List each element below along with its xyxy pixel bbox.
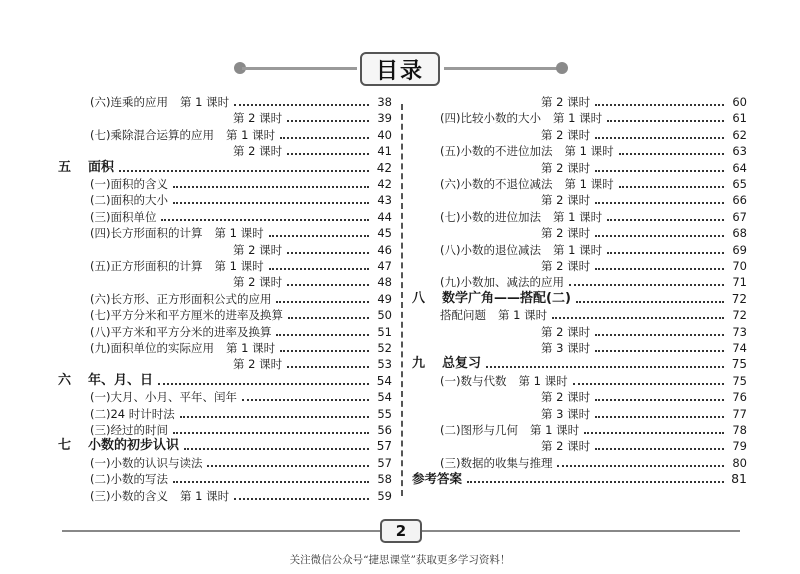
dot-leader <box>184 448 369 450</box>
entry-page-number: 69 <box>732 242 747 257</box>
dot-leader <box>595 416 724 418</box>
dot-leader <box>595 170 724 172</box>
dot-leader <box>569 284 724 286</box>
entry-page-number: 38 <box>377 95 392 109</box>
lesson-label: 第 2 课时 <box>541 259 591 273</box>
toc-entry[interactable] <box>541 438 747 454</box>
dot-leader <box>595 104 724 106</box>
lesson-label: 第 2 课时 <box>541 160 591 175</box>
entry-page-number: 73 <box>732 324 747 339</box>
entry-page-number: 58 <box>377 472 392 487</box>
toc-entry[interactable] <box>541 389 747 405</box>
dot-leader <box>173 186 369 188</box>
entry-page-number: 77 <box>732 406 747 421</box>
toc-entry[interactable] <box>90 291 392 307</box>
dot-leader <box>486 366 724 368</box>
toc-entry[interactable] <box>440 422 747 438</box>
toc-entry[interactable] <box>541 258 747 274</box>
lesson-label: 第 2 课时 <box>541 193 591 208</box>
page-number-left-rule <box>62 530 380 532</box>
lesson-label: 第 2 课时 <box>541 324 591 339</box>
lesson-label: 第 1 课时 <box>564 144 614 159</box>
entry-page-number: 63 <box>732 144 747 159</box>
lesson-label: 第 1 课时 <box>529 423 580 437</box>
entry-title: (四)比较小数的大小 <box>440 111 541 126</box>
entry-page-number: 66 <box>732 193 747 208</box>
toc-entry[interactable] <box>233 143 392 159</box>
entry-page-number: 52 <box>377 341 392 355</box>
toc-entry[interactable] <box>58 373 392 389</box>
entry-title: (九)面积单位的实际应用 <box>90 341 214 355</box>
entry-title: 数学广角——搭配(二) <box>442 290 571 306</box>
lesson-label: 第 1 课时 <box>498 308 548 323</box>
entry-page-number: 57 <box>376 439 392 454</box>
toc-entry[interactable] <box>233 356 392 372</box>
lesson-label: 第 2 课时 <box>233 357 283 372</box>
entry-page-number: 41 <box>377 144 392 159</box>
toc-entry[interactable] <box>58 160 392 176</box>
dot-leader <box>287 284 369 286</box>
dot-leader <box>584 432 724 434</box>
footer-note: 关注微信公众号“捷思课堂”获取更多学习资料！ <box>289 554 511 566</box>
entry-page-number: 43 <box>377 193 392 208</box>
dot-leader <box>573 383 724 385</box>
dot-leader <box>173 481 369 483</box>
toc-entry[interactable] <box>90 258 392 274</box>
entry-page-number: 78 <box>732 423 747 437</box>
dot-leader <box>269 268 369 270</box>
entry-title: (五)正方形面积的计算 <box>90 259 203 273</box>
entry-page-number: 72 <box>732 308 747 323</box>
dot-leader <box>234 498 369 500</box>
entry-title: (一)数与代数 <box>440 373 507 388</box>
chapter-number: 七 <box>58 438 72 454</box>
dot-leader <box>287 252 369 254</box>
entry-page-number: 75 <box>731 357 747 372</box>
dot-leader <box>595 235 724 237</box>
lesson-label: 第 1 课时 <box>552 242 603 257</box>
entry-title: (二)面积的大小 <box>90 193 168 208</box>
entry-page-number: 57 <box>377 455 392 470</box>
dot-leader <box>276 334 369 336</box>
dot-leader <box>287 153 369 155</box>
entry-page-number: 55 <box>377 406 392 421</box>
toc-entry[interactable] <box>541 340 747 356</box>
lesson-label: 第 1 课时 <box>225 341 276 355</box>
entry-page-number: 72 <box>731 291 747 306</box>
entry-title: (六)连乘的应用 <box>90 95 168 109</box>
lesson-label: 第 1 课时 <box>552 111 603 126</box>
entry-title: (八)小数的退位减法 <box>440 242 541 257</box>
dot-leader <box>595 334 724 336</box>
chapter-number: 八 <box>412 290 426 306</box>
entry-page-number: 42 <box>376 160 392 175</box>
lesson-label: 第 2 课时 <box>541 390 591 405</box>
entry-page-number: 80 <box>732 455 747 470</box>
entry-page-number: 46 <box>377 242 392 257</box>
lesson-label: 第 2 课时 <box>541 439 591 454</box>
entry-page-number: 75 <box>732 373 747 388</box>
toc-entry[interactable] <box>90 94 392 110</box>
toc-entry[interactable] <box>90 176 392 192</box>
entry-title: (六)小数的不退位减法 <box>440 177 553 191</box>
entry-page-number: 60 <box>732 95 747 109</box>
lesson-label: 第 2 课时 <box>233 144 283 159</box>
dot-leader <box>619 153 724 155</box>
toc-entry[interactable] <box>90 192 392 208</box>
entry-page-number: 50 <box>377 308 392 323</box>
dot-leader <box>269 235 369 237</box>
toc-entry[interactable] <box>233 274 392 290</box>
dot-leader <box>287 120 369 122</box>
toc-entry[interactable] <box>90 307 392 323</box>
lesson-label: 第 1 课时 <box>552 209 603 224</box>
entry-page-number: 62 <box>732 127 747 142</box>
entry-title: (九)小数加、减法的应用 <box>440 275 564 290</box>
entry-title: (七)乘除混合运算的应用 <box>90 127 214 142</box>
toc-entry[interactable] <box>440 209 747 225</box>
dot-leader <box>119 170 369 172</box>
lesson-label: 第 1 课时 <box>518 373 568 388</box>
toc-entry[interactable] <box>541 94 747 110</box>
lesson-label: 第 1 课时 <box>179 488 230 503</box>
chapter-number: 九 <box>412 356 426 372</box>
entry-page-number: 81 <box>731 471 747 487</box>
dot-leader <box>595 350 724 352</box>
toc-entry[interactable] <box>440 307 747 323</box>
lesson-label: 第 2 课时 <box>233 242 283 257</box>
dot-leader <box>607 252 724 254</box>
toc-entry[interactable] <box>233 110 392 126</box>
dot-leader <box>607 120 724 122</box>
entry-page-number: 45 <box>377 226 392 241</box>
entry-page-number: 40 <box>377 127 392 142</box>
entry-page-number: 79 <box>732 439 747 454</box>
toc-entry[interactable] <box>90 127 392 143</box>
entry-page-number: 51 <box>377 324 392 339</box>
entry-page-number: 39 <box>377 111 392 126</box>
dot-leader <box>280 350 369 352</box>
entry-page-number: 42 <box>377 177 392 191</box>
entry-title: 面积 <box>88 159 115 175</box>
lesson-label: 第 2 课时 <box>233 111 283 126</box>
lesson-label: 第 2 课时 <box>233 275 283 290</box>
entry-title: (一)小数的认识与读法 <box>90 455 203 470</box>
entry-title: 参考答案 <box>412 471 463 487</box>
entry-title: (七)小数的进位加法 <box>440 209 541 224</box>
toc-entry[interactable] <box>440 242 747 258</box>
lesson-label: 第 1 课时 <box>179 95 230 109</box>
entry-page-number: 54 <box>376 373 392 388</box>
title-right-rule <box>444 67 561 70</box>
lesson-label: 第 1 课时 <box>214 226 264 241</box>
toc-entry[interactable] <box>412 356 747 372</box>
dot-leader <box>287 366 369 368</box>
page-number-right-rule <box>422 530 740 532</box>
toc-entry[interactable] <box>412 471 747 487</box>
dot-leader <box>557 465 724 467</box>
dot-leader <box>173 432 369 434</box>
entry-page-number: 47 <box>377 259 392 273</box>
toc-entry[interactable] <box>90 389 392 405</box>
toc-entry[interactable] <box>440 110 747 126</box>
entry-title: (二)图形与几何 <box>440 423 518 437</box>
dot-leader <box>595 448 724 450</box>
toc-entry[interactable] <box>90 471 392 487</box>
entry-page-number: 74 <box>732 341 747 355</box>
entry-page-number: 76 <box>732 390 747 405</box>
toc-entry[interactable] <box>90 406 392 422</box>
toc-entry[interactable] <box>440 176 747 192</box>
toc-entry[interactable] <box>90 209 392 225</box>
column-divider <box>401 104 403 496</box>
entry-title: (一)大月、小月、平年、闰年 <box>90 390 237 405</box>
dot-leader <box>161 219 369 221</box>
entry-page-number: 54 <box>377 390 392 405</box>
page-title: 目录 <box>360 52 440 86</box>
entry-page-number: 49 <box>377 291 392 306</box>
title-left-rule <box>242 67 357 70</box>
toc-entry[interactable] <box>541 225 747 241</box>
dot-leader <box>276 301 369 303</box>
entry-title: (四)长方形面积的计算 <box>90 226 203 241</box>
entry-title: (三)小数的含义 <box>90 488 168 503</box>
dot-leader <box>242 399 369 401</box>
toc-entry[interactable] <box>90 340 392 356</box>
title-right-dot <box>556 62 568 74</box>
entry-title: (二)24 时计时法 <box>90 406 175 421</box>
dot-leader <box>288 317 369 319</box>
dot-leader <box>207 465 369 467</box>
entry-page-number: 64 <box>732 160 747 175</box>
entry-page-number: 61 <box>732 111 747 126</box>
entry-title: (五)小数的不进位加法 <box>440 144 553 159</box>
toc-entry[interactable] <box>90 225 392 241</box>
entry-page-number: 65 <box>732 177 747 191</box>
entry-page-number: 48 <box>377 275 392 290</box>
lesson-label: 第 2 课时 <box>541 226 591 241</box>
entry-page-number: 56 <box>377 423 392 437</box>
dot-leader <box>595 202 724 204</box>
entry-page-number: 67 <box>732 209 747 224</box>
toc-entry[interactable] <box>90 488 392 504</box>
lesson-label: 第 3 课时 <box>541 341 591 355</box>
dot-leader <box>552 317 724 319</box>
entry-page-number: 59 <box>377 488 392 503</box>
toc-entry[interactable] <box>233 242 392 258</box>
toc-entry[interactable] <box>58 438 392 454</box>
entry-title: (二)小数的写法 <box>90 472 168 487</box>
lesson-label: 第 1 课时 <box>564 177 614 191</box>
toc-entry[interactable] <box>541 127 747 143</box>
toc-entry[interactable] <box>412 291 747 307</box>
dot-leader <box>180 416 369 418</box>
entry-title: (三)经过的时间 <box>90 423 168 437</box>
toc-entry[interactable] <box>440 274 747 290</box>
dot-leader <box>467 481 724 483</box>
entry-page-number: 71 <box>732 275 747 290</box>
dot-leader <box>158 383 369 385</box>
toc-entry[interactable] <box>440 455 747 471</box>
dot-leader <box>595 399 724 401</box>
toc-entry[interactable] <box>541 192 747 208</box>
page-number: 2 <box>380 519 422 543</box>
chapter-number: 六 <box>58 372 72 388</box>
toc-entry[interactable] <box>90 324 392 340</box>
entry-page-number: 68 <box>732 226 747 241</box>
dot-leader <box>280 137 369 139</box>
entry-title: (一)面积的含义 <box>90 177 168 191</box>
dot-leader <box>619 186 724 188</box>
entry-title: 搭配问题 <box>440 308 486 323</box>
entry-title: (八)平方米和平方分米的进率及换算 <box>90 324 272 339</box>
toc-entry[interactable] <box>541 160 747 176</box>
entry-title: 总复习 <box>442 356 482 372</box>
dot-leader <box>595 137 724 139</box>
entry-title: (六)长方形、正方形面积公式的应用 <box>90 291 272 306</box>
entry-title: (七)平方分米和平方厘米的进率及换算 <box>90 308 283 323</box>
entry-page-number: 53 <box>377 357 392 372</box>
toc-entry[interactable] <box>90 422 392 438</box>
lesson-label: 第 2 课时 <box>541 127 591 142</box>
dot-leader <box>595 268 724 270</box>
entry-title: 小数的初步认识 <box>88 438 180 454</box>
dot-leader <box>173 202 369 204</box>
chapter-number: 五 <box>58 159 72 175</box>
entry-title: 年、月、日 <box>88 372 154 388</box>
lesson-label: 第 1 课时 <box>214 259 264 273</box>
dot-leader <box>234 104 369 106</box>
toc-entry[interactable] <box>541 324 747 340</box>
entry-page-number: 44 <box>377 209 392 224</box>
lesson-label: 第 2 课时 <box>541 95 591 109</box>
toc-entry[interactable] <box>90 455 392 471</box>
dot-leader <box>607 219 724 221</box>
entry-title: (三)数据的收集与推理 <box>440 455 553 470</box>
lesson-label: 第 1 课时 <box>225 127 276 142</box>
entry-title: (三)面积单位 <box>90 209 157 224</box>
entry-page-number: 70 <box>732 259 747 273</box>
toc-entry[interactable] <box>541 406 747 422</box>
toc-entry[interactable] <box>440 373 747 389</box>
dot-leader <box>576 301 724 303</box>
lesson-label: 第 3 课时 <box>541 406 591 421</box>
toc-entry[interactable] <box>440 143 747 159</box>
